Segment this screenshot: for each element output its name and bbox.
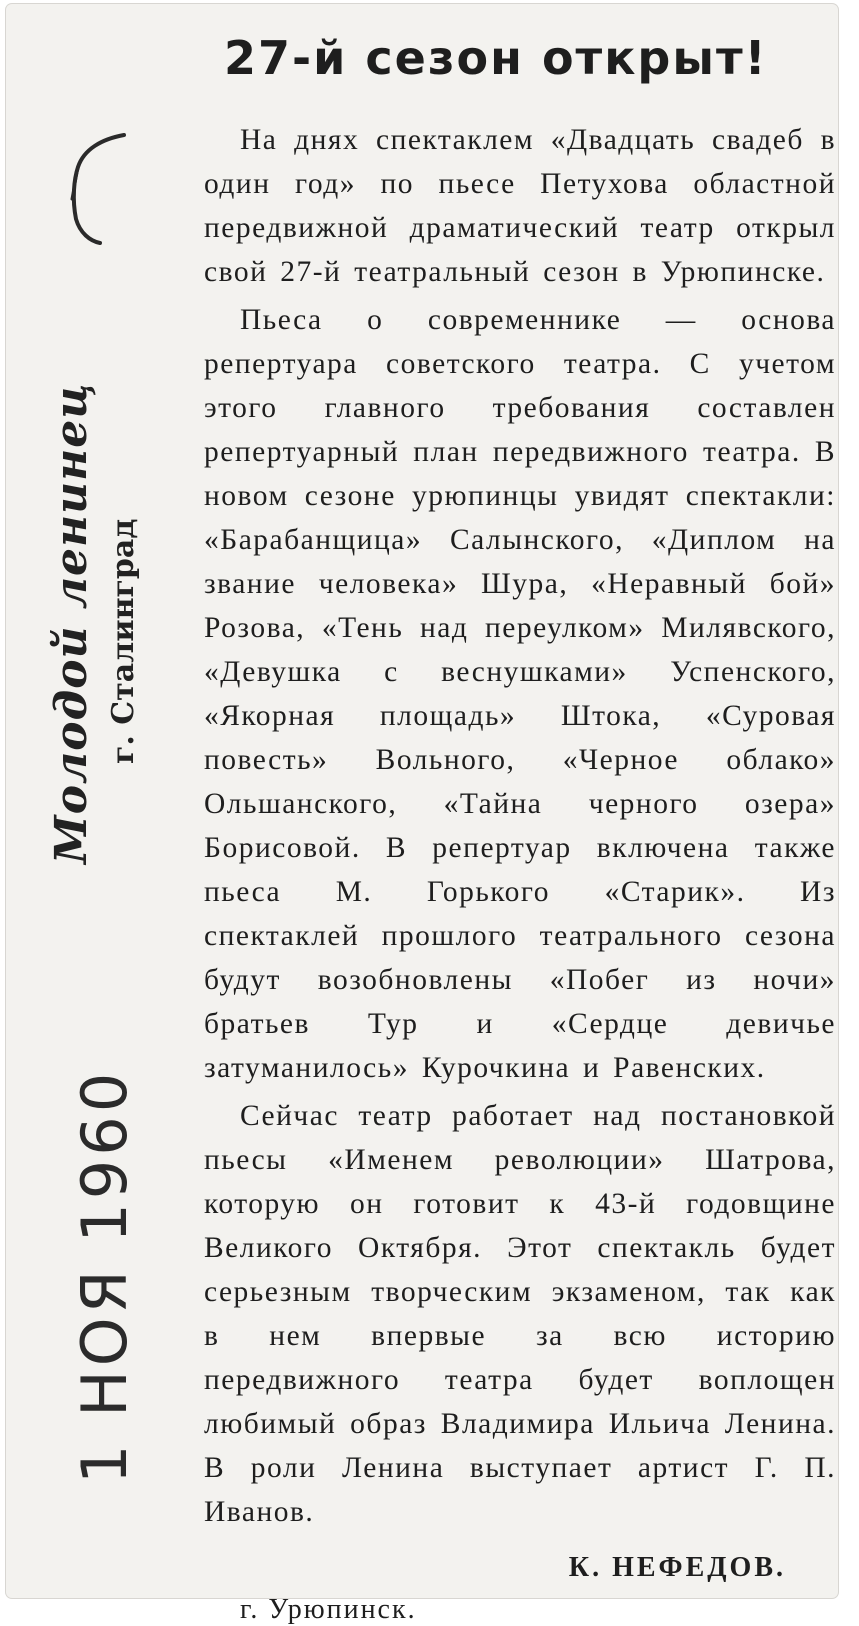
handwritten-pen-mark [62, 129, 132, 249]
article-headline: 27-й сезон открыт! [224, 31, 768, 85]
date-stamp: 1 НОЯ 1960 [68, 1068, 141, 1484]
dateline-place: г. Урюпинск. [240, 1594, 417, 1625]
author-signature: К. НЕФЕДОВ. [568, 1552, 786, 1583]
newspaper-clipping [6, 4, 838, 1625]
article [204, 28, 836, 1626]
newspaper-city: г. Сталинград [106, 518, 141, 764]
newspaper-name: Молодой ленинец [46, 382, 97, 864]
article-paragraph: На днях спектаклем «Двадцать свадеб в один год» по пьесе Петухова областной передвижной драматический театр открыл свой 27-й театральный сезон в Урюпинске. [204, 124, 836, 288]
article-paragraph: Сейчас театр работает над постановкой пьесы «Именем революции» Шатрова, которую он готовит к 43-й годовщине Великого Октября. Этот спектакль будет серьезным творческим экзаменом, так как в нем впервые за всю историю передвижного театра будет воплощен любимый образ Владимира Ильича Ленина. В роли Ленина выступает артист Г. П. Иванов. [204, 1100, 836, 1528]
article-paragraph: Пьеса о современнике — основа репертуара советского театра. С учетом этого главного требования составлен репертуарный план передвижного театра. В новом сезоне урюпинцы увидят спектакли: «Барабанщица» Салынского, «Диплом на звание человека» Шура, «Неравный бой» Розова, «Тень над переулком» Милявского, «Девушка с веснушками» Успенского, «Якорная площадь» Штока, «Суровая повесть» Вольного, «Черное облако» Ольшанского, «Тайна черного озера» Борисовой. В репертуар включена также пьеса М. Горького «Старик». Из спектаклей прошлого театрального сезона будут возобновлены «Побег из ночи» братьев Тур и «Сердце девичье затуманилось» Курочкина и Равенских. [204, 304, 836, 1084]
